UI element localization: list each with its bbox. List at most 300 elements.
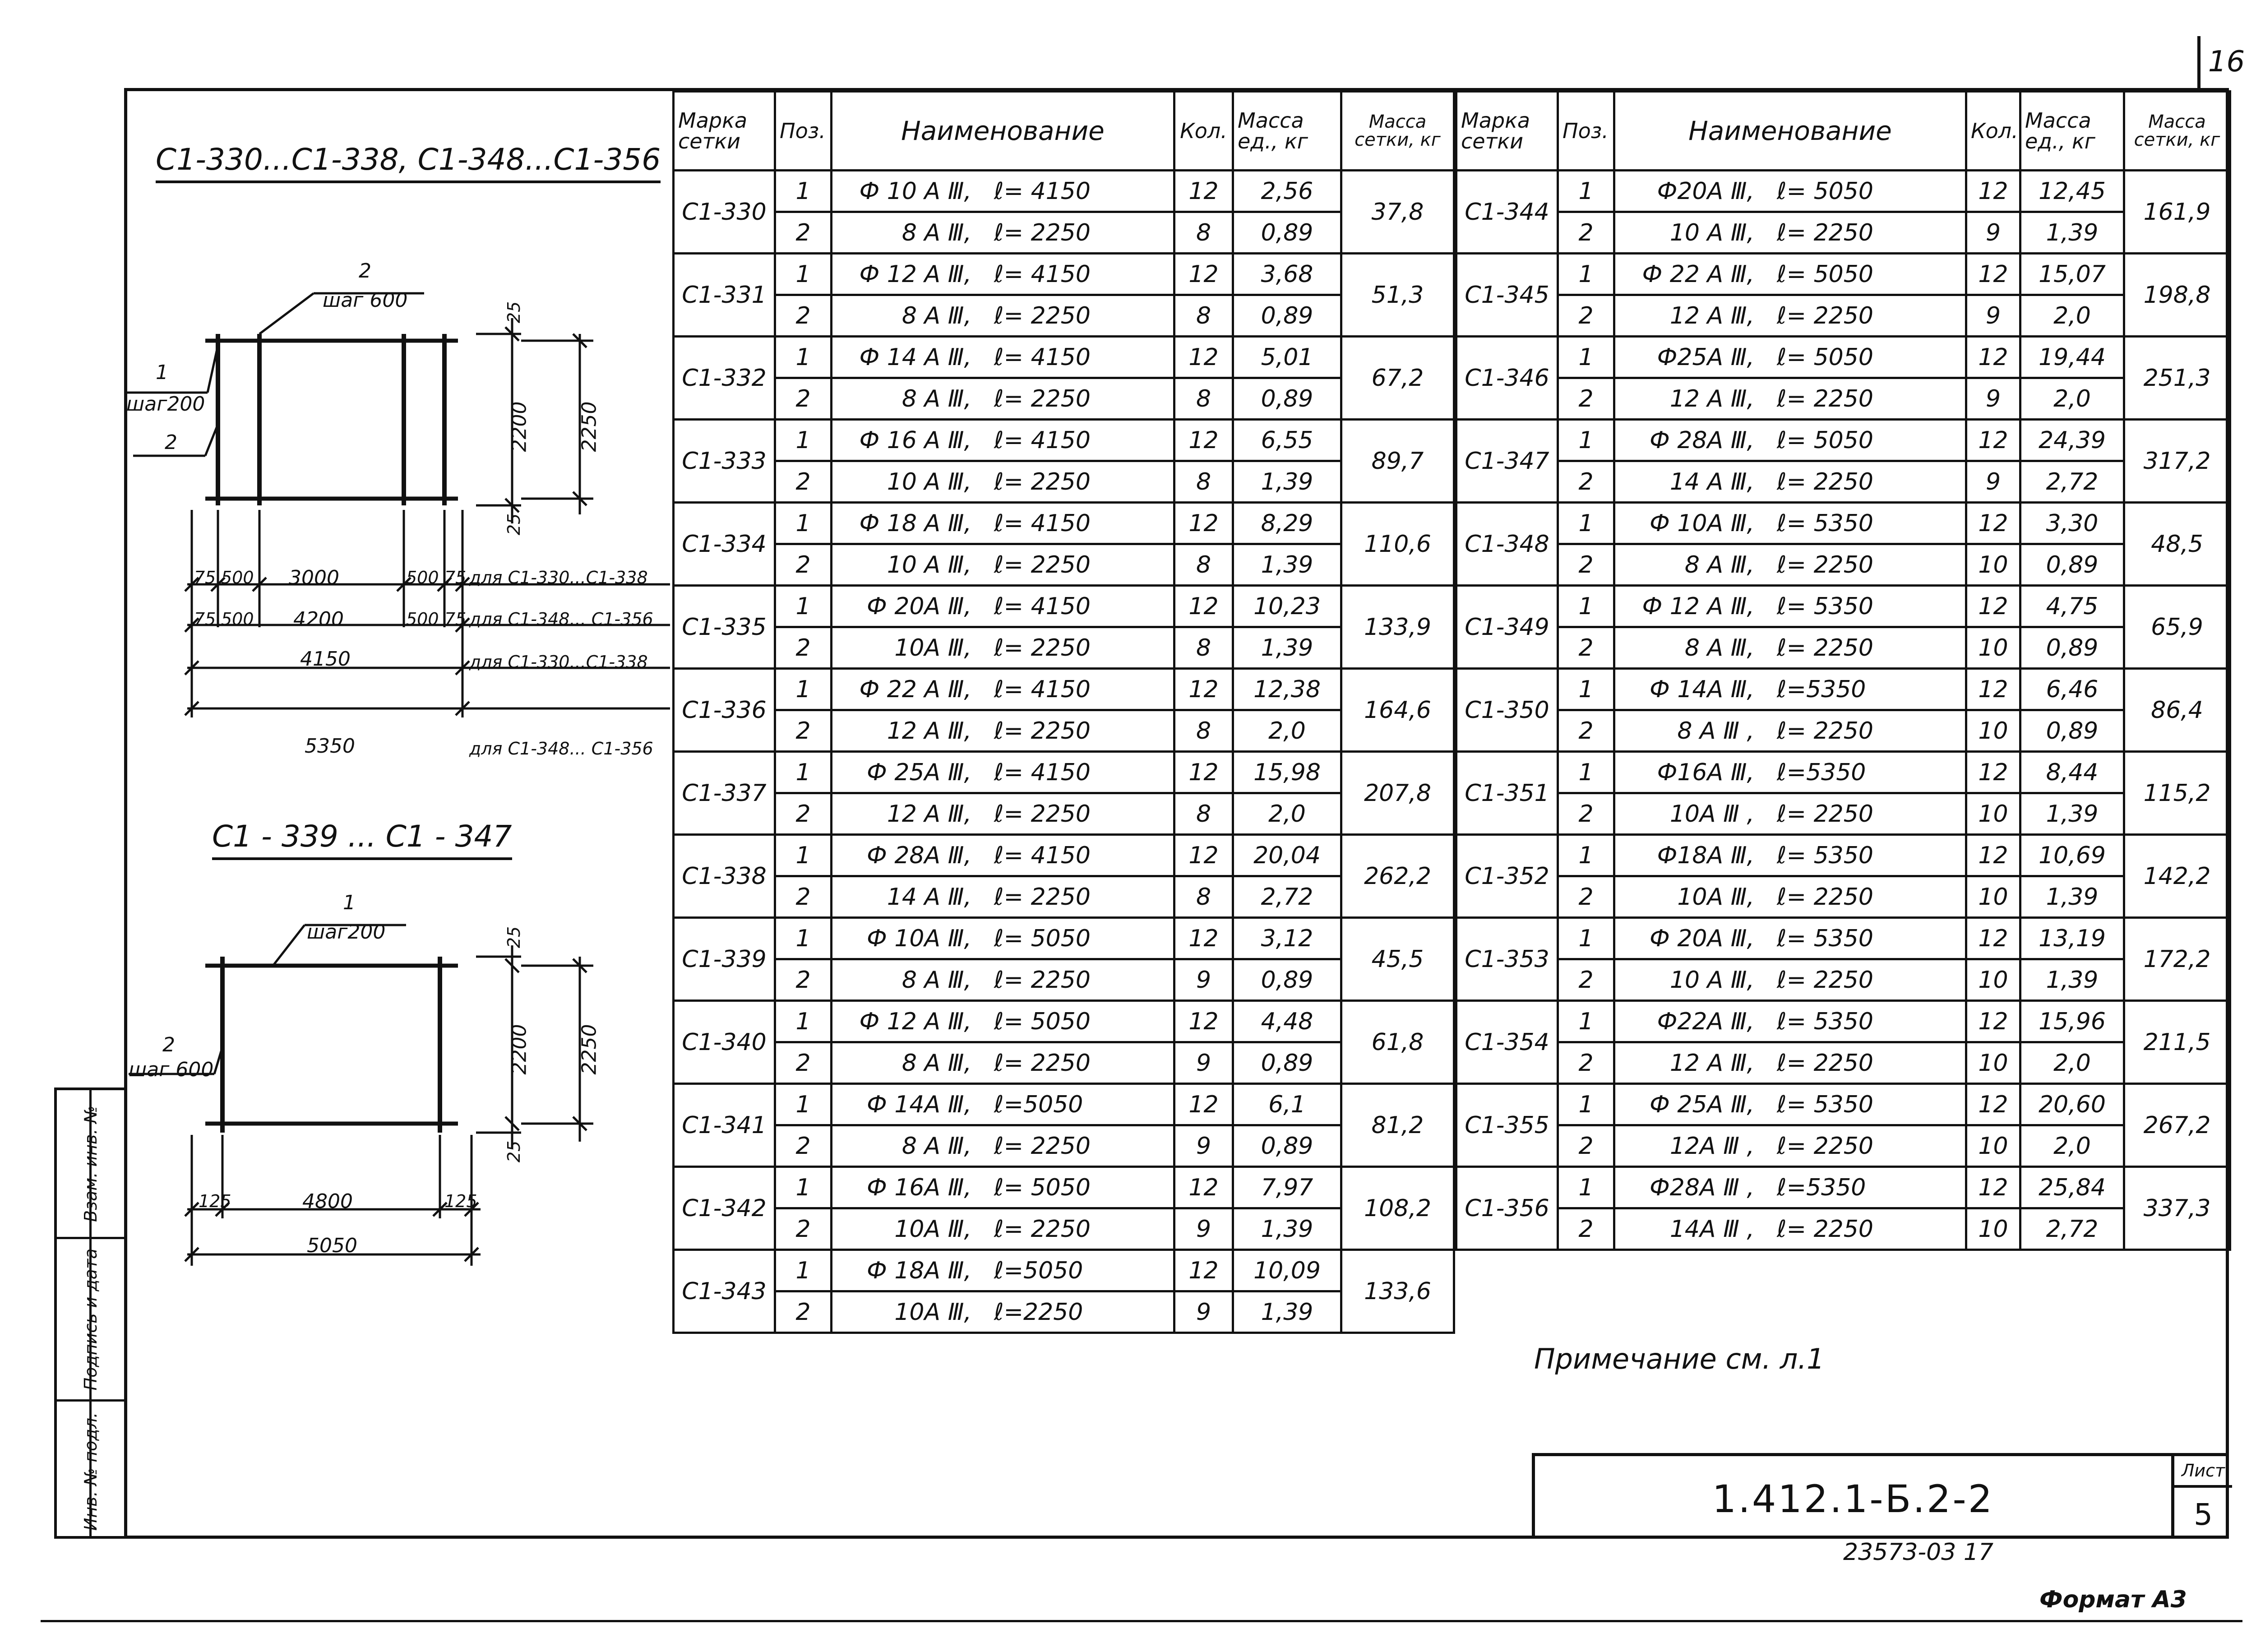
total-mass-cell: 172,2 — [2124, 918, 2230, 1001]
table-row — [674, 710, 1454, 752]
pos-cell: 2 — [775, 1208, 832, 1250]
name-cell — [832, 627, 1174, 669]
total-mass-cell: 267,2 — [2124, 1084, 2230, 1167]
name-cell — [832, 1208, 1174, 1250]
qty-cell: 12 — [1966, 1084, 2020, 1125]
bar-length: ℓ= 4150 — [994, 759, 1091, 786]
bar-length: ℓ= 5050 — [1777, 343, 1873, 371]
name-cell — [1614, 1208, 1966, 1250]
mark-cell: С1-331 — [674, 254, 775, 337]
pos-cell: 1 — [775, 752, 832, 793]
unit-mass-cell: 3,12 — [1233, 918, 1341, 959]
name-cell — [832, 669, 1174, 710]
unit-mass-cell: 0,89 — [2020, 627, 2124, 669]
sheet-value: 5 — [2194, 1497, 2213, 1532]
d1-r1-5: для С1-330...С1-338 — [469, 568, 648, 588]
header-total-mass: Масса сетки, кг — [2124, 92, 2230, 171]
d1-r1-3: 500 — [406, 568, 439, 588]
bar-designation: 10 А Ⅲ, — [1669, 219, 1754, 246]
unit-mass-cell: 8,44 — [2020, 752, 2124, 793]
qty-cell: 12 — [1174, 586, 1233, 627]
unit-mass-cell: 10,09 — [1233, 1250, 1341, 1291]
name-cell — [1614, 544, 1966, 586]
mark-cell: С1-342 — [674, 1167, 775, 1250]
qty-cell: 12 — [1966, 1001, 2020, 1042]
table-row — [674, 1208, 1454, 1250]
name-cell — [1614, 959, 1966, 1001]
qty-cell: 12 — [1174, 171, 1233, 212]
unit-mass-cell: 0,89 — [2020, 710, 2124, 752]
bar-length: ℓ= 2250 — [1777, 1132, 1873, 1160]
table-row — [674, 544, 1454, 586]
bar-length: ℓ=2250 — [994, 1298, 1083, 1326]
table-row — [1456, 669, 2230, 710]
pos-cell: 2 — [1558, 1208, 1614, 1250]
d1-pos2b-label: 2 — [165, 431, 177, 454]
bar-designation: 8 А Ⅲ, — [1684, 551, 1754, 578]
table-row — [674, 1125, 1454, 1167]
name-cell — [832, 295, 1174, 337]
d1-step600-label: шаг 600 — [323, 289, 408, 312]
unit-mass-cell: 4,48 — [1233, 1001, 1341, 1042]
unit-mass-cell: 2,0 — [1233, 793, 1341, 835]
pos-cell: 2 — [775, 295, 832, 337]
total-mass-cell: 45,5 — [1341, 918, 1454, 1001]
bar-designation: Ф 20А Ⅲ, — [867, 592, 971, 620]
total-mass-cell: 67,2 — [1341, 337, 1454, 420]
sidebar-label-inventory: Инв. № подл. — [80, 1412, 101, 1531]
name-cell — [1614, 752, 1966, 793]
pos-cell: 1 — [1558, 1167, 1614, 1208]
bar-designation: Ф 14А Ⅲ, — [1650, 676, 1754, 703]
qty-cell: 9 — [1966, 295, 2020, 337]
qty-cell: 12 — [1174, 752, 1233, 793]
unit-mass-cell: 24,39 — [2020, 420, 2124, 461]
name-cell — [832, 1001, 1174, 1042]
pos-cell: 2 — [1558, 295, 1614, 337]
unit-mass-cell: 5,01 — [1233, 337, 1341, 378]
total-mass-cell: 110,6 — [1341, 503, 1454, 586]
table-row — [1456, 1208, 2230, 1250]
unit-mass-cell: 1,39 — [2020, 212, 2124, 254]
name-cell — [1614, 918, 1966, 959]
bar-designation: 8 А Ⅲ, — [901, 302, 971, 329]
pos-cell: 2 — [1558, 212, 1614, 254]
name-cell — [1614, 337, 1966, 378]
sidebar-stamp — [54, 1087, 124, 1539]
unit-mass-cell: 10,23 — [1233, 586, 1341, 627]
header-mark: Марка сетки — [674, 92, 775, 171]
pos-cell: 1 — [1558, 835, 1614, 876]
table-row — [1456, 420, 2230, 461]
unit-mass-cell: 1,39 — [1233, 627, 1341, 669]
table-row — [674, 1042, 1454, 1084]
name-cell — [832, 337, 1174, 378]
name-cell — [1614, 295, 1966, 337]
mark-cell: С1-341 — [674, 1084, 775, 1167]
d1-step200-label: шаг200 — [126, 393, 205, 416]
bar-length: ℓ= 2250 — [1777, 883, 1873, 911]
name-cell — [1614, 461, 1966, 503]
bar-length: ℓ=5050 — [994, 1257, 1083, 1284]
qty-cell: 8 — [1174, 710, 1233, 752]
note-text: Примечание см. л.1 — [1534, 1342, 1825, 1375]
qty-cell: 10 — [1966, 1208, 2020, 1250]
d2-r1-1: 4800 — [302, 1190, 353, 1213]
d2-r1-2: 125 — [444, 1191, 477, 1211]
name-cell — [832, 752, 1174, 793]
bar-designation: Ф 16А Ⅲ, — [867, 1174, 971, 1201]
header-unit-mass: Масса ед., кг — [2020, 92, 2124, 171]
table-row — [674, 752, 1454, 793]
bar-designation: 10 А Ⅲ, — [1669, 966, 1754, 994]
total-mass-cell: 133,9 — [1341, 586, 1454, 669]
bar-length: ℓ= 2250 — [994, 1049, 1091, 1077]
header-name: Наименование — [1614, 92, 1966, 171]
table-row — [1456, 835, 2230, 876]
pos-cell: 2 — [775, 627, 832, 669]
qty-cell: 12 — [1966, 586, 2020, 627]
pos-cell: 1 — [1558, 586, 1614, 627]
unit-mass-cell: 2,56 — [1233, 171, 1341, 212]
bar-designation: 8 А Ⅲ, — [1684, 634, 1754, 662]
d1-r2-1: 500 — [221, 609, 254, 629]
d1-r1-4: 75 — [444, 568, 467, 588]
bar-length: ℓ= 5350 — [1777, 1091, 1873, 1118]
pos-cell: 1 — [1558, 503, 1614, 544]
total-mass-cell: 262,2 — [1341, 835, 1454, 918]
table-row — [674, 835, 1454, 876]
bar-length: ℓ= 2250 — [1777, 385, 1873, 412]
qty-cell: 12 — [1174, 669, 1233, 710]
total-mass-cell: 37,8 — [1341, 171, 1454, 254]
unit-mass-cell: 1,39 — [1233, 544, 1341, 586]
mark-cell: С1-333 — [674, 420, 775, 503]
header-pos: Поз. — [1558, 92, 1614, 171]
bar-length: ℓ= 2250 — [1777, 1049, 1873, 1077]
mark-cell: С1-346 — [1456, 337, 1558, 420]
table-row — [1456, 1001, 2230, 1042]
table-row — [1456, 710, 2230, 752]
bar-length: ℓ= 5350 — [1777, 509, 1873, 537]
pos-cell: 2 — [1558, 544, 1614, 586]
bar-designation: 12 А Ⅲ, — [1669, 302, 1754, 329]
name-cell — [1614, 669, 1966, 710]
unit-mass-cell: 2,72 — [2020, 461, 2124, 503]
table-row — [674, 586, 1454, 627]
name-cell — [832, 1042, 1174, 1084]
table-row — [1456, 793, 2230, 835]
qty-cell: 12 — [1966, 254, 2020, 295]
bar-length: ℓ= 2250 — [1777, 800, 1873, 828]
pos-cell: 2 — [775, 1291, 832, 1333]
d1-r1-0: 75 — [194, 568, 216, 588]
bottom-rule — [41, 1620, 2242, 1622]
bar-designation: 8 А Ⅲ, — [901, 1132, 971, 1160]
bar-designation: Ф16А Ⅲ, — [1657, 759, 1754, 786]
d2-r1-0: 125 — [199, 1191, 231, 1211]
bar-designation: 8 А Ⅲ, — [901, 219, 971, 246]
bar-designation: Ф25А Ⅲ, — [1657, 343, 1754, 371]
table-row — [1456, 586, 2230, 627]
pos-cell: 1 — [775, 1001, 832, 1042]
bar-length: ℓ= 5050 — [994, 1174, 1091, 1201]
pos-cell: 1 — [775, 669, 832, 710]
unit-mass-cell: 19,44 — [2020, 337, 2124, 378]
qty-cell: 10 — [1966, 793, 2020, 835]
bar-length: ℓ= 5050 — [994, 1008, 1091, 1035]
total-mass-cell: 337,3 — [2124, 1167, 2230, 1250]
table-row — [674, 503, 1454, 544]
bar-length: ℓ= 5050 — [1777, 426, 1873, 454]
table-row — [674, 669, 1454, 710]
table-row — [1456, 1042, 2230, 1084]
unit-mass-cell: 1,39 — [2020, 876, 2124, 918]
table-row — [1456, 544, 2230, 586]
bar-length: ℓ= 5350 — [1777, 592, 1873, 620]
header-name: Наименование — [832, 92, 1174, 171]
bar-length: ℓ= 2250 — [994, 1215, 1091, 1243]
pos-cell: 1 — [775, 503, 832, 544]
total-mass-cell: 65,9 — [2124, 586, 2230, 669]
name-cell — [832, 1291, 1174, 1333]
bar-designation: Ф 18 А Ⅲ, — [859, 509, 971, 537]
total-mass-cell: 115,2 — [2124, 752, 2230, 835]
bar-designation: 14А Ⅲ , — [1669, 1215, 1754, 1243]
mark-cell: С1-350 — [1456, 669, 1558, 752]
name-cell — [832, 171, 1174, 212]
d1-r2-4: 75 — [444, 609, 467, 629]
unit-mass-cell: 15,07 — [2020, 254, 2124, 295]
qty-cell: 10 — [1966, 627, 2020, 669]
pos-cell: 1 — [775, 835, 832, 876]
reinforcement-drawings — [124, 244, 672, 1286]
sidebar-label-replace: Взам. инв. № — [80, 1105, 101, 1222]
qty-cell: 8 — [1174, 793, 1233, 835]
d1-pos2-label: 2 — [359, 259, 371, 282]
mark-cell: С1-339 — [674, 918, 775, 1001]
sidebar-cell-inventory — [57, 1402, 124, 1541]
bar-designation: 12А Ⅲ , — [1669, 1132, 1754, 1160]
format-label: Формат А3 — [2039, 1586, 2187, 1613]
name-cell — [832, 378, 1174, 420]
total-mass-cell: 133,6 — [1341, 1250, 1454, 1333]
total-mass-cell: 108,2 — [1341, 1167, 1454, 1250]
qty-cell: 12 — [1174, 503, 1233, 544]
bar-length: ℓ= 4150 — [994, 676, 1091, 703]
bar-designation: Ф 12 А Ⅲ, — [859, 260, 971, 288]
bar-designation: Ф 14 А Ⅲ, — [859, 343, 971, 371]
qty-cell: 10 — [1966, 544, 2020, 586]
total-mass-cell: 86,4 — [2124, 669, 2230, 752]
bar-length: ℓ= 5350 — [1777, 925, 1873, 952]
drawing1-title: С1-330...С1-338, С1-348...С1-356 — [156, 142, 661, 183]
table-row — [1456, 918, 2230, 959]
name-cell — [1614, 254, 1966, 295]
bar-length: ℓ= 2250 — [994, 1132, 1091, 1160]
qty-cell: 12 — [1174, 1250, 1233, 1291]
total-mass-cell: 142,2 — [2124, 835, 2230, 918]
name-cell — [832, 1250, 1174, 1291]
bar-designation: 14 А Ⅲ, — [887, 883, 971, 911]
pos-cell: 2 — [1558, 461, 1614, 503]
pos-cell: 1 — [1558, 337, 1614, 378]
unit-mass-cell: 3,68 — [1233, 254, 1341, 295]
d1-r2-3: 500 — [406, 609, 439, 629]
qty-cell: 8 — [1174, 544, 1233, 586]
d2-dim-2200: 2200 — [508, 1024, 531, 1075]
pos-cell: 2 — [1558, 378, 1614, 420]
name-cell — [1614, 1125, 1966, 1167]
pos-cell: 1 — [775, 337, 832, 378]
unit-mass-cell: 1,39 — [1233, 1208, 1341, 1250]
name-cell — [832, 503, 1174, 544]
mark-cell: С1-356 — [1456, 1167, 1558, 1250]
bar-length: ℓ= 2250 — [1777, 302, 1873, 329]
name-cell — [1614, 627, 1966, 669]
pos-cell: 2 — [775, 378, 832, 420]
mark-cell: С1-347 — [1456, 420, 1558, 503]
qty-cell: 10 — [1966, 1042, 2020, 1084]
name-cell — [1614, 793, 1966, 835]
bar-designation: Ф18А Ⅲ, — [1657, 842, 1754, 869]
qty-cell: 12 — [1966, 337, 2020, 378]
bar-designation: Ф 12 А Ⅲ, — [1642, 592, 1754, 620]
bar-length: ℓ= 4150 — [994, 343, 1091, 371]
bar-designation: 14 А Ⅲ, — [1669, 468, 1754, 495]
table-row — [1456, 752, 2230, 793]
unit-mass-cell: 2,0 — [2020, 1125, 2124, 1167]
header-qty: Кол. — [1966, 92, 2020, 171]
sheet-number: 16 — [2197, 36, 2252, 88]
bar-designation: Ф 18А Ⅲ, — [867, 1257, 971, 1284]
table-row — [674, 1291, 1454, 1333]
table-row — [674, 254, 1454, 295]
mark-cell: С1-336 — [674, 669, 775, 752]
header-pos: Поз. — [775, 92, 832, 171]
bar-designation: 12 А Ⅲ, — [1669, 1049, 1754, 1077]
total-mass-cell: 61,8 — [1341, 1001, 1454, 1084]
mark-cell: С1-348 — [1456, 503, 1558, 586]
pos-cell: 2 — [1558, 876, 1614, 918]
pos-cell: 1 — [775, 171, 832, 212]
unit-mass-cell: 8,29 — [1233, 503, 1341, 544]
unit-mass-cell: 6,1 — [1233, 1084, 1341, 1125]
unit-mass-cell: 25,84 — [2020, 1167, 2124, 1208]
bar-designation: Ф 25А Ⅲ, — [1650, 1091, 1754, 1118]
bar-designation: Ф 10А Ⅲ, — [867, 925, 971, 952]
table-row — [1456, 212, 2230, 254]
bar-designation: Ф 10 А Ⅲ, — [859, 177, 971, 205]
pos-cell: 2 — [775, 1042, 832, 1084]
bar-designation: 10А Ⅲ, — [894, 634, 971, 662]
bar-length: ℓ=5350 — [1777, 1174, 1866, 1201]
pos-cell: 1 — [775, 918, 832, 959]
qty-cell: 12 — [1966, 503, 2020, 544]
document-code: 1.412.1-Б.2-2 — [1712, 1477, 1994, 1521]
table-row — [674, 1001, 1454, 1042]
unit-mass-cell: 7,97 — [1233, 1167, 1341, 1208]
qty-cell: 10 — [1966, 710, 2020, 752]
bar-designation: 10 А Ⅲ, — [887, 551, 971, 578]
qty-cell: 12 — [1966, 171, 2020, 212]
unit-mass-cell: 2,0 — [2020, 1042, 2124, 1084]
qty-cell: 9 — [1174, 1125, 1233, 1167]
qty-cell: 12 — [1174, 254, 1233, 295]
mark-cell: С1-352 — [1456, 835, 1558, 918]
qty-cell: 12 — [1174, 1001, 1233, 1042]
table-row — [1456, 1167, 2230, 1208]
name-cell — [1614, 835, 1966, 876]
pos-cell: 2 — [775, 876, 832, 918]
bar-length: ℓ= 2250 — [994, 966, 1091, 994]
qty-cell: 9 — [1174, 1042, 1233, 1084]
unit-mass-cell: 0,89 — [1233, 295, 1341, 337]
name-cell — [832, 876, 1174, 918]
pos-cell: 2 — [1558, 793, 1614, 835]
pos-cell: 1 — [775, 254, 832, 295]
qty-cell: 8 — [1174, 212, 1233, 254]
d1-dim-2250: 2250 — [578, 401, 601, 452]
qty-cell: 12 — [1966, 669, 2020, 710]
unit-mass-cell: 0,89 — [1233, 378, 1341, 420]
bar-length: ℓ= 2250 — [994, 551, 1091, 578]
mark-cell: С1-351 — [1456, 752, 1558, 835]
bar-length: ℓ=5350 — [1777, 676, 1866, 703]
bar-designation: 10А Ⅲ, — [1677, 883, 1754, 911]
bar-designation: Ф20А Ⅲ, — [1657, 177, 1754, 205]
bar-length: ℓ= 2250 — [994, 302, 1091, 329]
bar-length: ℓ= 4150 — [994, 426, 1091, 454]
qty-cell: 8 — [1174, 461, 1233, 503]
header-total-mass: Масса сетки, кг — [1341, 92, 1454, 171]
name-cell — [1614, 1001, 1966, 1042]
qty-cell: 9 — [1174, 959, 1233, 1001]
bar-length: ℓ= 2250 — [994, 634, 1091, 662]
unit-mass-cell: 1,39 — [2020, 959, 2124, 1001]
bar-designation: Ф 28А Ⅲ, — [1650, 426, 1754, 454]
table-row — [674, 1084, 1454, 1125]
total-mass-cell: 81,2 — [1341, 1084, 1454, 1167]
pos-cell: 2 — [775, 212, 832, 254]
unit-mass-cell: 0,89 — [2020, 544, 2124, 586]
d1-r2-5: для С1-348... С1-356 — [469, 609, 653, 629]
table-row — [1456, 337, 2230, 378]
unit-mass-cell: 1,39 — [2020, 793, 2124, 835]
table-row — [1456, 254, 2230, 295]
unit-mass-cell: 2,0 — [2020, 378, 2124, 420]
mark-cell: С1-343 — [674, 1250, 775, 1333]
drawing2-title: С1 - 339 ... С1 - 347 — [212, 819, 512, 860]
table-row — [674, 420, 1454, 461]
mark-cell: С1-335 — [674, 586, 775, 669]
table-row — [674, 378, 1454, 420]
pos-cell: 1 — [1558, 752, 1614, 793]
qty-cell: 9 — [1966, 212, 2020, 254]
spec-table-left — [672, 90, 1455, 1334]
d2-pos2-label: 2 — [162, 1033, 175, 1056]
table-row — [674, 918, 1454, 959]
pos-cell: 2 — [775, 793, 832, 835]
unit-mass-cell: 0,89 — [1233, 1042, 1341, 1084]
pos-cell: 2 — [775, 1125, 832, 1167]
bar-designation: Ф 14А Ⅲ, — [867, 1091, 971, 1118]
name-cell — [832, 586, 1174, 627]
table-row — [1456, 171, 2230, 212]
table-row — [1456, 876, 2230, 918]
unit-mass-cell: 1,39 — [1233, 1291, 1341, 1333]
table-row — [1456, 461, 2230, 503]
